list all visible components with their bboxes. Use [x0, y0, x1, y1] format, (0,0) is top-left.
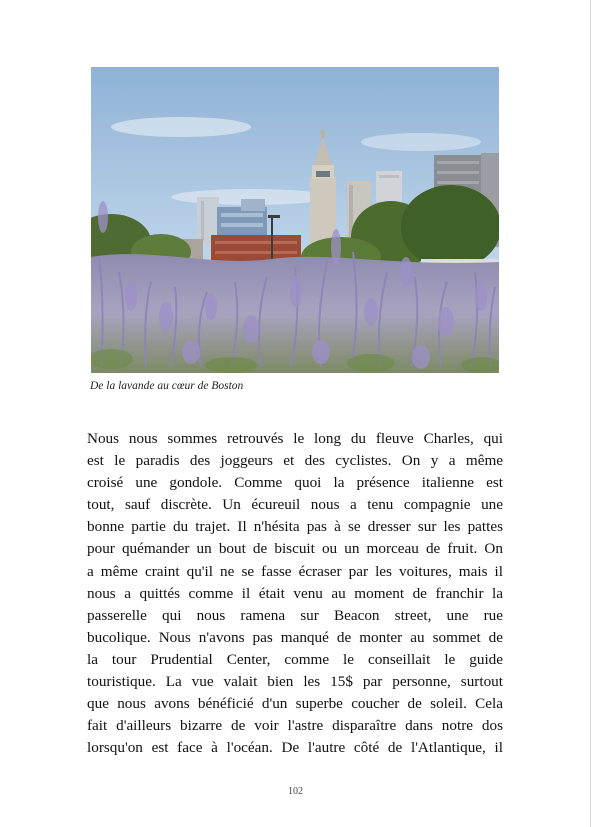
body-line: est le paradis des joggeurs et des cyclistes. On y a même: [87, 452, 503, 470]
page-number: 102: [288, 786, 303, 797]
boston-lavender-photo: [91, 67, 499, 373]
body-line: pour quémander un bout de biscuit ou un morceau de fruit. On: [87, 540, 503, 558]
body-line: nous a quittés comme il était venu au moment de franchir la: [87, 584, 503, 602]
body-line: bonne partie du trajet. Il n'hésita pas à se dresser sur les pattes: [87, 518, 503, 536]
body-line: tout, sauf discrète. Un écureuil nous a tenu compagnie une: [87, 496, 503, 514]
body-line: lorsqu'on est face à l'océan. De l'autre côté de l'Atlantique, il: [87, 739, 503, 757]
body-paragraph: [87, 428, 503, 759]
body-line: passerelle qui nous ramena sur Beacon street, une rue: [87, 606, 503, 624]
body-line: que nous avons bénéficié d'un superbe coucher de soleil. Cela: [87, 695, 503, 713]
photo-caption: De la lavande au cœur de Boston: [90, 380, 244, 392]
body-line: fait d'ailleurs bizarre de voir l'astre disparaître dans notre dos: [87, 717, 503, 735]
body-line: bucolique. Nous n'avons pas manqué de monter au sommet de: [87, 628, 503, 646]
body-line: a même craint qu'il ne se fasse écraser par les voitures, mais il: [87, 562, 503, 580]
body-line: touristique. La vue valait bien les 15$ par personne, surtout: [87, 673, 503, 691]
body-line: croisé une gondole. Comme quoi la présence italienne est: [87, 474, 503, 492]
body-line: la tour Prudential Center, comme le conseillait le guide: [87, 650, 503, 668]
body-line: Nous nous sommes retrouvés le long du fleuve Charles, qui: [87, 430, 503, 447]
